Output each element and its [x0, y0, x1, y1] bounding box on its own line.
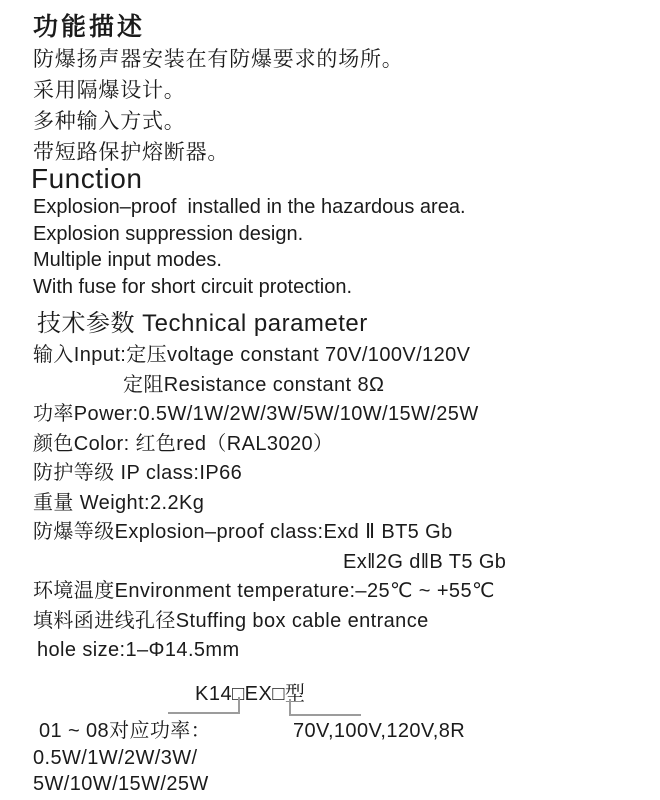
tech-explosion-class-2: Ex‖2G d‖B T5 Gb [343, 550, 507, 573]
model-power-line: 01 ~ 08对应功率： [39, 720, 212, 742]
function-lines-en [33, 194, 466, 300]
model-code: K14□EX□型 [195, 683, 306, 705]
tech-hole-size: hole size:1–Φ14.5mm [37, 639, 240, 661]
technical-heading: 技术参数 Technical parameter [37, 310, 368, 337]
tech-color: 颜色Color: 红色red（RAL3020） [33, 432, 334, 455]
model-power-options [33, 718, 211, 798]
function-cn-line: 防爆扬声器安装在有防爆要求的场所。 [33, 48, 404, 71]
function-cn-line: 多种输入方式。 [33, 110, 186, 133]
model-connector-left-line [168, 697, 240, 714]
function-en-line: Multiple input modes. [33, 249, 222, 271]
function-en-line: Explosion–proof installed in the hazardous area. [33, 196, 466, 218]
function-cn-line: 带短路保护熔断器。 [33, 141, 230, 164]
tech-ip-class: 防护等级 IP class:IP66 [33, 462, 243, 484]
model-power-line: 5W/10W/15W/25W [33, 773, 209, 795]
function-en-line: Explosion suppression design. [33, 222, 304, 245]
tech-input-voltage: 输入Input:定压voltage constant 70V/100V/120V [33, 344, 471, 366]
tech-environment-temp: 环境温度Environment temperature:–25℃ ~ +55℃ [33, 580, 495, 602]
tech-input-resistance: 定阻Resistance constant 8Ω [123, 373, 385, 396]
tech-explosion-class-1: 防爆等级Explosion–proof class:Exd Ⅱ BT5 Gb [33, 521, 453, 543]
model-voltage-options: 70V,100V,120V,8R [293, 720, 466, 742]
function-cn-line: 采用隔爆设计。 [33, 79, 186, 102]
technical-lines [33, 341, 506, 666]
function-en-line: With fuse for short circuit protection. [33, 275, 353, 298]
tech-weight: 重量 Weight:2.2Kg [33, 491, 205, 514]
tech-stuffing-box: 填料函进线孔径Stuffing box cable entrance [33, 609, 429, 632]
function-heading-en: Function [31, 163, 143, 194]
model-power-line: 0.5W/1W/2W/3W/ [33, 746, 198, 769]
model-connector-right-line [289, 699, 361, 716]
function-heading-cn: 功能描述 [33, 13, 146, 41]
tech-power: 功率Power:0.5W/1W/2W/3W/5W/10W/15W/25W [33, 403, 479, 425]
function-lines-cn [33, 44, 404, 168]
